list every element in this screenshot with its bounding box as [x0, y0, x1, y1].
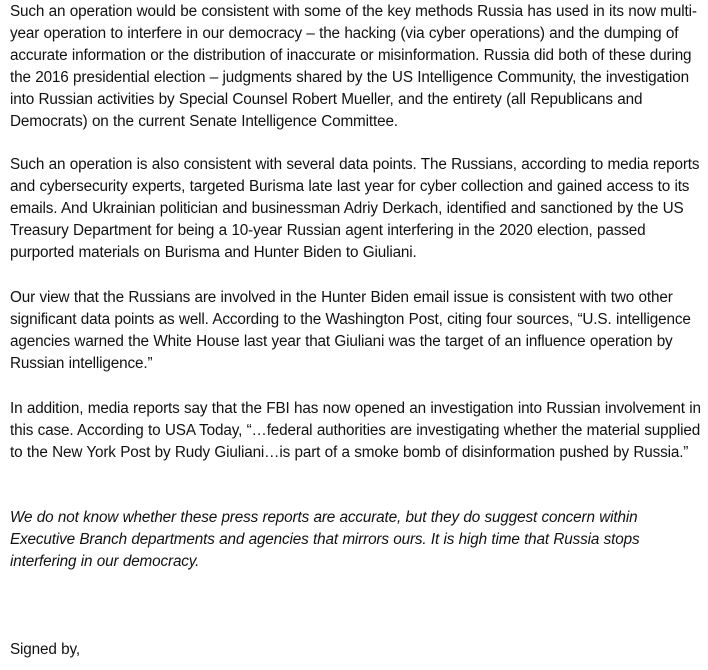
- paragraph-closing-italic: We do not know whether these press reports are accurate, but they do suggest concern within Executive Branch departments and agencies that mirrors ours. It is high time that Russia stops interfering in our democracy.: [10, 509, 640, 570]
- paragraph-washington-post: Our view that the Russians are involved in the Hunter Biden email issue is consistent with two other significant data points as well. According to the Washington Post, citing four sources, “U.S. intelligence agencies warned the White House last year that Giuliani was the target of an influence operation by Russian intelligence.”: [10, 289, 691, 372]
- document-page: [10, 0, 702, 670]
- signature-line: Signed by,: [10, 641, 80, 658]
- paragraph-russia-methods: Such an operation would be consistent with some of the key methods Russia has used in its now multi-year operation to interfere in our democracy – the hacking (via cyber operations) and the dumping of accurate information or the distribution of inaccurate or misinformation. Russia did both of these during the 2016 presidential election – judgments shared by the US Intelligence Community, the investigation into Russian activities by Special Counsel Robert Mueller, and the entirety (all Republicans and Democrats) on the current Senate Intelligence Committee.: [10, 3, 697, 130]
- paragraph-data-points: Such an operation is also consistent with several data points. The Russians, according to media reports and cybersecurity experts, targeted Burisma late last year for cyber collection and gained access to its emails. And Ukrainian politician and businessman Adriy Derkach, identified and sanctioned by the US Treasury Department for being a 10-year Russian agent interfering in the 2020 election, passed purported materials on Burisma and Hunter Biden to Giuliani.: [10, 156, 700, 261]
- paragraph-fbi-investigation: In addition, media reports say that the FBI has now opened an investigation into Russian involvement in this case. According to USA Today, “…federal authorities are investigating whether the material supplied to the New York Post by Rudy Giuliani…is part of a smoke bomb of disinformation pushed by Russia.”: [10, 400, 701, 461]
